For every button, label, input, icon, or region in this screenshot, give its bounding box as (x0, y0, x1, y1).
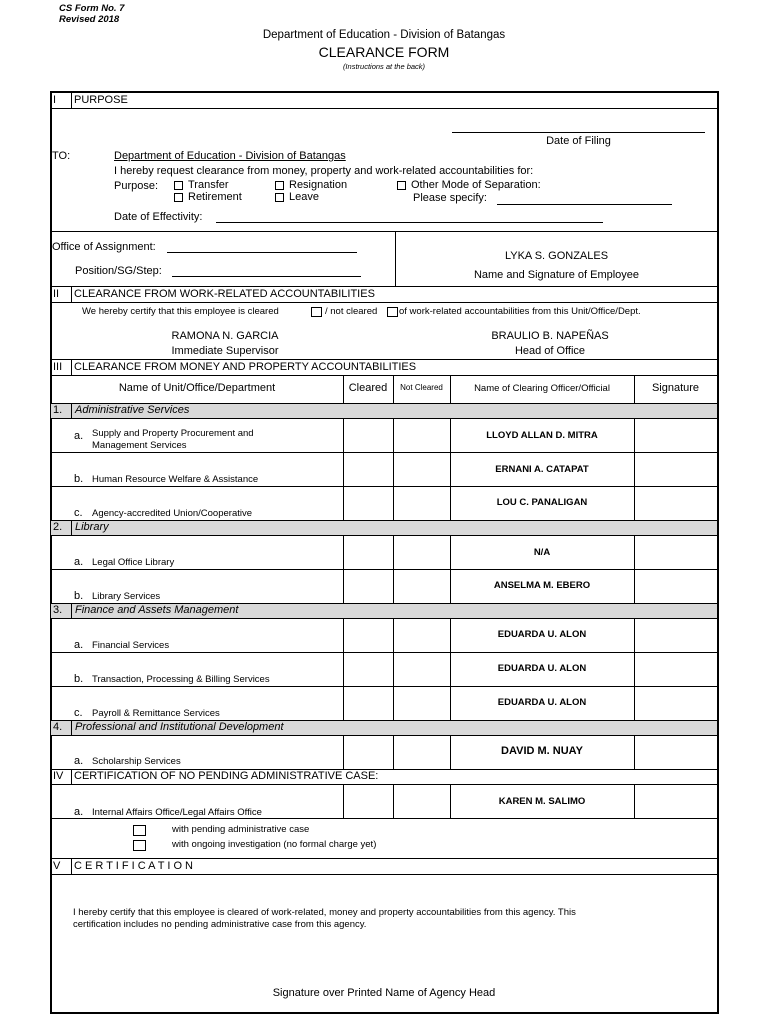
instructions-note: (Instructions at the back) (342, 62, 426, 71)
group-3-number: 3. (53, 604, 63, 616)
supervisor-title: Immediate Supervisor (171, 345, 279, 357)
section-5-title: C E R T I F I C A T I O N (74, 860, 193, 872)
section-2-title: CLEARANCE FROM WORK-RELATED ACCOUNTABILITIES (74, 288, 375, 300)
checkbox-cleared[interactable] (311, 307, 322, 317)
col-signature-header: Signature (651, 382, 700, 394)
section-3-title: CLEARANCE FROM MONEY AND PROPERTY ACCOUNTABILITIES (74, 361, 417, 373)
row-unit: Legal Office Library (92, 557, 175, 568)
group-3-name: Finance and Assets Management (75, 604, 239, 616)
purpose-label: Purpose: (114, 180, 159, 192)
row-unit: Human Resource Welfare & Assistance (92, 474, 259, 485)
row-letter: b. (74, 473, 84, 485)
supervisor-name: RAMONA N. GARCIA (171, 330, 279, 342)
row-unit: Scholarship Services (92, 756, 181, 767)
checkbox-transfer[interactable] (174, 181, 183, 190)
section-4-number: IV (53, 770, 64, 782)
date-of-effectivity-label: Date of Effectivity: (114, 211, 203, 223)
group-1-name: Administrative Services (75, 404, 190, 416)
row-officer-name: KAREN M. SALIMO (498, 796, 586, 807)
row-officer-name: N/A (533, 547, 551, 558)
row-unit: Internal Affairs Office/Legal Affairs Office (92, 807, 262, 818)
col-unit-header: Name of Unit/Office/Department (118, 382, 276, 394)
to-value: Department of Education - Division of Batangas (114, 150, 346, 162)
row-letter: a. (74, 806, 84, 818)
department-heading: Department of Education - Division of Batangas (262, 29, 506, 41)
row-letter: c. (74, 707, 83, 719)
date-of-filing-label: Date of Filing (546, 135, 611, 147)
row-unit-line2: Management Services (92, 440, 187, 451)
group-1-number: 1. (53, 404, 63, 416)
head-of-office-title: Head of Office (514, 345, 586, 357)
row-letter: a. (74, 556, 84, 568)
group-2-name: Library (75, 521, 109, 533)
row-unit: Library Services (92, 591, 161, 602)
request-text: I hereby request clearance from money, property and work-related accountabilities for: (114, 165, 534, 177)
group-4-name: Professional and Institutional Development (75, 721, 284, 733)
row-officer-name: LLOYD ALLAN D. MITRA (486, 430, 598, 441)
option-resignation: Resignation (289, 179, 348, 191)
agency-head-signature-caption: Signature over Printed Name of Agency Head (272, 987, 496, 999)
row-letter: a. (74, 755, 84, 767)
position-line[interactable] (172, 276, 361, 277)
row-unit: Agency-accredited Union/Cooperative (92, 508, 253, 519)
position-label: Position/SG/Step: (75, 265, 162, 277)
row-letter: c. (74, 507, 83, 519)
col-not-cleared-header: Not Cleared (400, 383, 443, 392)
row-officer-name: EDUARDA U. ALON (497, 663, 587, 674)
row-unit: Transaction, Processing & Billing Services (92, 674, 270, 685)
page-title: CLEARANCE FORM (318, 44, 450, 60)
section-5-number: V (53, 860, 61, 872)
col-cleared-header: Cleared (348, 382, 388, 394)
row-letter: a. (74, 639, 84, 651)
pending-case-label: with pending administrative case (172, 824, 310, 835)
row-letter: b. (74, 673, 84, 685)
row-unit: Payroll & Remittance Services (92, 708, 220, 719)
employee-name: LYKA S. GONZALES (504, 250, 609, 262)
option-transfer: Transfer (188, 179, 229, 191)
option-retirement: Retirement (188, 191, 242, 203)
row-letter: a. (74, 430, 84, 442)
office-of-assignment-label: Office of Assignment: (52, 241, 156, 253)
certification-text-line1: I hereby certify that this employee is cleared of work-related, money and property accountabilities from this agency. This (73, 907, 576, 918)
ongoing-investigation-label: with ongoing investigation (no formal charge yet) (172, 839, 377, 850)
checkbox-not-cleared[interactable] (387, 307, 398, 317)
checkbox-other[interactable] (397, 181, 406, 190)
group-4-number: 4. (53, 721, 63, 733)
checkbox-ongoing-investigation[interactable] (133, 840, 146, 851)
row-letter: b. (74, 590, 84, 602)
revised-label: Revised 2018 (59, 14, 120, 25)
certify-text-c: of work-related accountabilities from this Unit/Office/Dept. (399, 306, 641, 317)
checkbox-resignation[interactable] (275, 181, 284, 190)
row-officer-name: EDUARDA U. ALON (497, 629, 587, 640)
section-2-number: II (53, 288, 60, 300)
option-leave: Leave (289, 191, 319, 203)
row-officer-name: EDUARDA U. ALON (497, 697, 587, 708)
employee-caption: Name and Signature of Employee (473, 269, 640, 281)
checkbox-leave[interactable] (275, 193, 284, 202)
office-of-assignment-line[interactable] (167, 252, 357, 253)
col-officer-header: Name of Clearing Officer/Official (474, 383, 610, 394)
section-1-title: PURPOSE (74, 94, 128, 106)
to-label: TO: (52, 150, 71, 162)
date-of-filing-line[interactable] (452, 132, 705, 133)
section-4-title: CERTIFICATION OF NO PENDING ADMINISTRATIVE CASE: (74, 770, 379, 782)
row-unit-line1: Supply and Property Procurement and (92, 428, 254, 439)
row-unit: Financial Services (92, 640, 170, 651)
checkbox-pending-case[interactable] (133, 825, 146, 836)
option-other: Other Mode of Separation: (411, 179, 541, 191)
please-specify-label: Please specify: (413, 192, 487, 204)
please-specify-line[interactable] (497, 204, 672, 205)
section-1-number: I (53, 94, 57, 106)
checkbox-retirement[interactable] (174, 193, 183, 202)
row-officer-name: DAVID M. NUAY (501, 745, 583, 757)
row-officer-name: LOU C. PANALIGAN (496, 497, 588, 508)
group-2-number: 2. (53, 521, 63, 533)
head-of-office-name: BRAULIO B. NAPEÑAS (491, 330, 609, 342)
section-3-number: III (53, 361, 63, 373)
form-number: CS Form No. 7 (59, 3, 125, 14)
certify-text-b: / not cleared (325, 306, 378, 317)
row-officer-name: ANSELMA M. EBERO (493, 580, 591, 591)
certification-text-line2: certification includes no pending administrative case from this agency. (73, 919, 367, 930)
date-of-effectivity-line[interactable] (216, 222, 603, 223)
certify-text-a: We hereby certify that this employee is cleared (82, 306, 279, 317)
row-officer-name: ERNANI A. CATAPAT (495, 464, 589, 475)
